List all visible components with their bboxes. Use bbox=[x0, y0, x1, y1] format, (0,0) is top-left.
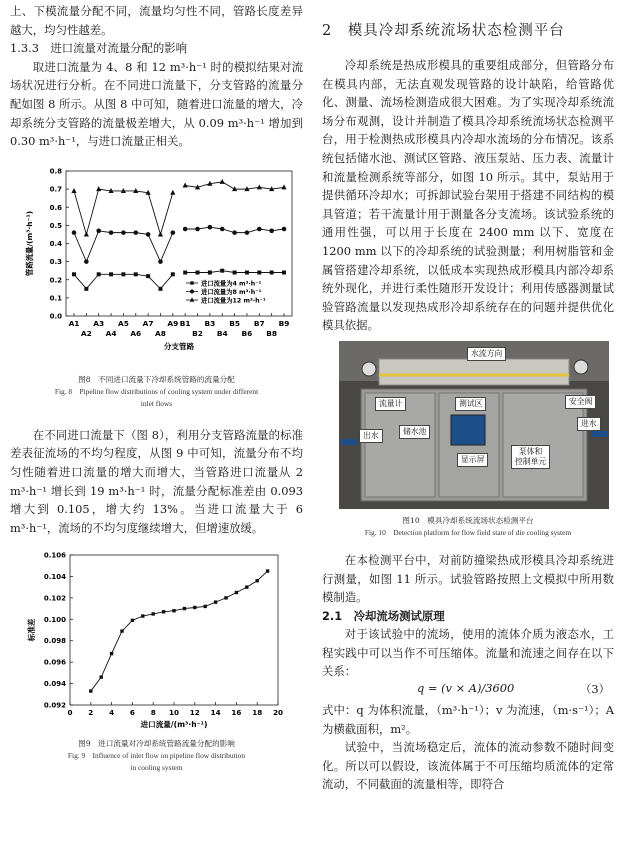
x-tick-label: 8 bbox=[150, 708, 156, 718]
equation-body: q = (v × A)/3600 bbox=[417, 681, 515, 696]
data-point bbox=[195, 226, 200, 231]
data-point bbox=[257, 270, 261, 274]
label-display: 显示屏 bbox=[457, 453, 488, 467]
series-line bbox=[91, 571, 268, 691]
data-point bbox=[257, 184, 262, 189]
x-tick-label: 14 bbox=[210, 708, 221, 718]
equation bbox=[322, 681, 614, 701]
data-point bbox=[282, 270, 286, 274]
y-tick-label: 0.092 bbox=[43, 701, 66, 710]
data-point bbox=[183, 607, 186, 610]
y-tick-label: 0.8 bbox=[49, 167, 62, 176]
figure-8-chart bbox=[10, 161, 303, 373]
data-point bbox=[208, 225, 213, 230]
data-point bbox=[257, 226, 262, 231]
legend-label: 进口流量为4 m³·h⁻¹ bbox=[201, 280, 262, 288]
paragraph: 式中：q 为体积流量，（m³·h⁻¹）；v 为流速，（m·s⁻¹）；A 为横截面积，m²。 bbox=[322, 703, 614, 736]
data-point bbox=[120, 630, 123, 633]
y-tick-label: 0.0 bbox=[49, 312, 62, 321]
data-point bbox=[281, 184, 286, 189]
x-tick-label: B3 bbox=[204, 318, 216, 328]
data-point bbox=[109, 272, 113, 276]
figure-9-chart bbox=[10, 547, 303, 737]
data-point bbox=[158, 259, 163, 264]
data-point bbox=[183, 270, 187, 274]
data-point bbox=[245, 230, 250, 235]
figure-10-photo bbox=[339, 341, 609, 509]
x-tick-label: B5 bbox=[229, 318, 240, 328]
data-point bbox=[235, 591, 238, 594]
figure-caption: 图8 不同进口流量下冷却系统管路的流量分配 bbox=[78, 374, 235, 384]
y-tick-label: 0.1 bbox=[49, 294, 62, 303]
paragraph: 取进口流量为 4、8 和 12 m³·h⁻¹ 时的模拟结果对流场状况进行分析。在不同进口流量下，分支管路的流量分配如图 8 所示。从图 8 中可知，随着进口流量的增大，冷却系统分支管路的流量极差增大，从 0.09 m³·h⁻¹ 增加到 0.30 m³·h⁻¹，与进口流量正相关。 bbox=[10, 59, 303, 149]
data-point bbox=[220, 226, 225, 231]
x-tick-label: 6 bbox=[129, 708, 135, 718]
label-reservoir: 储水池 bbox=[399, 425, 430, 439]
data-point bbox=[232, 230, 237, 235]
legend-marker bbox=[190, 297, 195, 301]
x-tick-label: A5 bbox=[117, 318, 129, 328]
data-point bbox=[110, 652, 113, 655]
x-tick-label: 10 bbox=[168, 708, 180, 718]
y-tick-label: 0.4 bbox=[49, 239, 62, 248]
legend-marker bbox=[190, 281, 193, 284]
label-test-zone: 测试区 bbox=[455, 397, 486, 411]
data-point bbox=[171, 272, 175, 276]
data-point bbox=[269, 228, 274, 233]
x-tick-label: A1 bbox=[68, 318, 80, 328]
data-point bbox=[97, 272, 101, 276]
x-tick-label: A7 bbox=[142, 318, 154, 328]
data-point bbox=[71, 188, 76, 193]
x-tick-label: 2 bbox=[88, 708, 94, 718]
label-safety-valve: 安全阀 bbox=[565, 395, 596, 409]
data-point bbox=[72, 272, 76, 276]
paragraph: 试验中，当流场稳定后，流体的流动参数不随时间变化。所以可以假设，该流体属于不可压缩均质流体的定常流动，不同截面的流量相等，即符合 bbox=[322, 740, 614, 792]
label-inlet: 进水 bbox=[577, 417, 601, 431]
x-tick-label: A3 bbox=[93, 318, 105, 328]
data-point bbox=[224, 596, 227, 599]
subsection-heading: 2.1 冷却流场测试原理 bbox=[322, 608, 445, 623]
data-point bbox=[134, 272, 138, 276]
data-point bbox=[133, 230, 138, 235]
figure-caption-en: Fig. 10 Detection platform for flow field state of die cooling system bbox=[364, 527, 572, 537]
data-point bbox=[282, 226, 287, 231]
section-heading: 2 模具冷却系统流场状态检测平台 bbox=[322, 23, 565, 39]
figure-caption-en: in cooling system bbox=[130, 763, 183, 773]
data-point bbox=[131, 619, 134, 622]
data-point bbox=[270, 270, 274, 274]
y-tick-label: 0.2 bbox=[49, 276, 62, 284]
y-tick-label: 0.100 bbox=[43, 616, 66, 625]
x-tick-label: 20 bbox=[272, 708, 284, 718]
x-tick-label: 18 bbox=[252, 708, 263, 718]
x-tick-label: B4 bbox=[216, 328, 228, 338]
data-point bbox=[84, 231, 89, 236]
data-point bbox=[220, 179, 225, 184]
x-tick-label: 16 bbox=[231, 708, 242, 718]
series-line-1 bbox=[74, 274, 173, 289]
data-point bbox=[208, 270, 212, 274]
y-tick-label: 0.096 bbox=[43, 658, 66, 667]
figure-caption-en: Fig. 8 Pipeline flow distributions of cooling system under different bbox=[54, 386, 259, 396]
data-point bbox=[152, 613, 155, 616]
data-point bbox=[193, 606, 196, 609]
data-point bbox=[245, 586, 248, 589]
series-line-2 bbox=[74, 231, 173, 262]
y-tick-label: 0.7 bbox=[49, 185, 62, 194]
x-axis-label: 分支管路 bbox=[163, 341, 195, 351]
data-point bbox=[204, 605, 207, 608]
paragraph: 在本检测平台中，对前防撞梁热成形模具冷却系统进行测量，如图 11 所示。试验管路按照上文模拟中所用数模制造。 bbox=[322, 552, 614, 605]
y-tick-label: 0.3 bbox=[49, 257, 62, 266]
x-tick-label: B2 bbox=[192, 328, 203, 338]
data-point bbox=[245, 270, 249, 274]
data-point bbox=[109, 230, 114, 235]
x-tick-label: B1 bbox=[179, 318, 191, 328]
figure-caption-en: inlet flows bbox=[140, 398, 173, 408]
data-point bbox=[183, 226, 188, 231]
x-tick-label: 0 bbox=[67, 708, 73, 718]
data-point bbox=[233, 270, 237, 274]
paragraph: 对于该试验中的流场，使用的流体介质为液态水，工程实践中可以当作不可压缩体。流量和流速之间存在以下关系： bbox=[322, 627, 614, 679]
data-point bbox=[162, 610, 165, 613]
y-tick-label: 0.094 bbox=[43, 680, 66, 689]
y-tick-label: 0.5 bbox=[49, 221, 62, 230]
paragraph: 在不同进口流量下（图 8），利用分支管路流量的标准差表征流场的不均匀程度，从图 9 中可知，流量分布不均匀性随着进口流量的增大而增大，当管路进口流量从 2 m³·h⁻¹ 增长到 19 m³·h⁻¹ 时，流量分配标准差由 0.093 增大到 0.105，增大约 13%。当进口流量大于 6 m³·h⁻¹，流场的不均匀度继续增大，但增速放缓。 bbox=[10, 427, 303, 535]
equation-number: （3） bbox=[579, 682, 610, 697]
x-tick-label: B6 bbox=[241, 328, 253, 338]
x-tick-label: A4 bbox=[105, 328, 117, 338]
y-axis-label: 标准差 bbox=[27, 618, 36, 642]
data-point bbox=[146, 274, 150, 278]
data-point bbox=[220, 268, 224, 272]
x-tick-label: B7 bbox=[253, 318, 265, 328]
x-tick-label: B8 bbox=[266, 328, 278, 338]
series-line-3 bbox=[74, 189, 173, 234]
data-point bbox=[84, 287, 88, 291]
legend-label: 进口流量为12 m³·h⁻¹ bbox=[201, 297, 266, 305]
data-point bbox=[172, 609, 175, 612]
y-tick-label: 0.106 bbox=[43, 551, 66, 560]
right-column bbox=[322, 0, 614, 794]
y-axis-label: 管路流量/(m³·h⁻¹) bbox=[25, 210, 34, 276]
x-tick-label: A2 bbox=[80, 328, 92, 338]
subsection-heading: 1.3.3 进口流量对流量分配的影响 bbox=[10, 41, 188, 56]
y-tick-label: 0.104 bbox=[43, 573, 66, 582]
data-point bbox=[121, 188, 126, 193]
label-water-direction: 水流方向 bbox=[467, 347, 506, 361]
data-point bbox=[158, 231, 163, 236]
data-point bbox=[266, 570, 269, 573]
x-axis-label: 进口流量/(m³·h⁻¹) bbox=[140, 720, 208, 730]
data-point bbox=[214, 601, 217, 604]
platform-illustration bbox=[339, 341, 609, 509]
data-point bbox=[196, 270, 200, 274]
data-point bbox=[100, 676, 103, 679]
data-point bbox=[170, 190, 175, 195]
data-point bbox=[121, 230, 126, 235]
y-tick-label: 0.6 bbox=[49, 203, 62, 212]
data-point bbox=[96, 228, 101, 233]
label-flowmeter: 流量计 bbox=[375, 397, 406, 411]
legend-label: 进口流量为8 m³·h⁻¹ bbox=[201, 288, 262, 296]
x-tick-label: B9 bbox=[278, 318, 290, 328]
legend-marker bbox=[190, 289, 194, 293]
data-point bbox=[89, 690, 92, 693]
plot-frame bbox=[70, 555, 278, 705]
data-point bbox=[158, 287, 162, 291]
data-point bbox=[121, 272, 125, 276]
figure-caption: 图9 进口流量对冷却系统管路流量分配的影响 bbox=[78, 739, 235, 749]
data-point bbox=[146, 232, 151, 237]
paragraph: 冷却系统是热成形模具的重要组成部分，但管路分布在模具内部，无法直观发现管路的设计缺陷，给管路优化、测量、流场检测造成很大困难。为了实现冷却系统流场分布观测，设计并制造了模具冷却系统流场状态检测平台，用于检测热成形模具内冷却水流场的分布情况。该系统包括储水池、测试区管路、液压泵站、压力表、流量计和流量检测系统等部分，如图 10 所示。其中，泵站用于提供循环冷却水；可拆卸试验台架用于搭建不同结构的模具管道；若干流量计用于测量各分支流场。该试验系统的通用性强，可以用于长度在 2400 mm 以下、宽度在 1200 mm 以下的冷却系统的试验测量；利用树脂管和金属管搭建冷却系统，以低成本实现热成形模具内部冷却系统外现化，并进行柔性随形开发设计；利用传感器测量试验管路流量以发现热成形冷却系统存在的问题并提供优化模具依据。 bbox=[322, 58, 614, 333]
figure-caption: 图10 模具冷却系统流场状态检测平台 bbox=[402, 515, 534, 525]
data-point bbox=[133, 188, 138, 193]
x-tick-label: A6 bbox=[130, 328, 142, 338]
x-tick-label: A8 bbox=[155, 328, 166, 338]
data-point bbox=[232, 186, 237, 191]
label-outlet: 出水 bbox=[359, 429, 383, 443]
data-point bbox=[84, 259, 89, 264]
y-tick-label: 0.098 bbox=[43, 637, 66, 646]
data-point bbox=[171, 230, 176, 235]
data-point bbox=[141, 615, 144, 618]
x-tick-label: 12 bbox=[189, 708, 200, 718]
left-column bbox=[10, 0, 303, 774]
figure-caption-en: Fig. 9 Influence of inlet flow on pipeline flow distribution bbox=[67, 751, 246, 761]
data-point bbox=[72, 230, 77, 235]
data-point bbox=[183, 182, 188, 187]
data-point bbox=[256, 579, 259, 582]
y-tick-label: 0.102 bbox=[43, 594, 66, 603]
label-pump-control: 泵体和 控制单元 bbox=[511, 445, 550, 469]
data-point bbox=[96, 186, 101, 191]
paragraph: 上、下模流量分配不同，流量均匀性不同，管路长度差异越大，均匀性越差。 bbox=[10, 4, 303, 37]
x-tick-label: 4 bbox=[109, 708, 115, 718]
x-tick-label: A9 bbox=[167, 318, 179, 328]
